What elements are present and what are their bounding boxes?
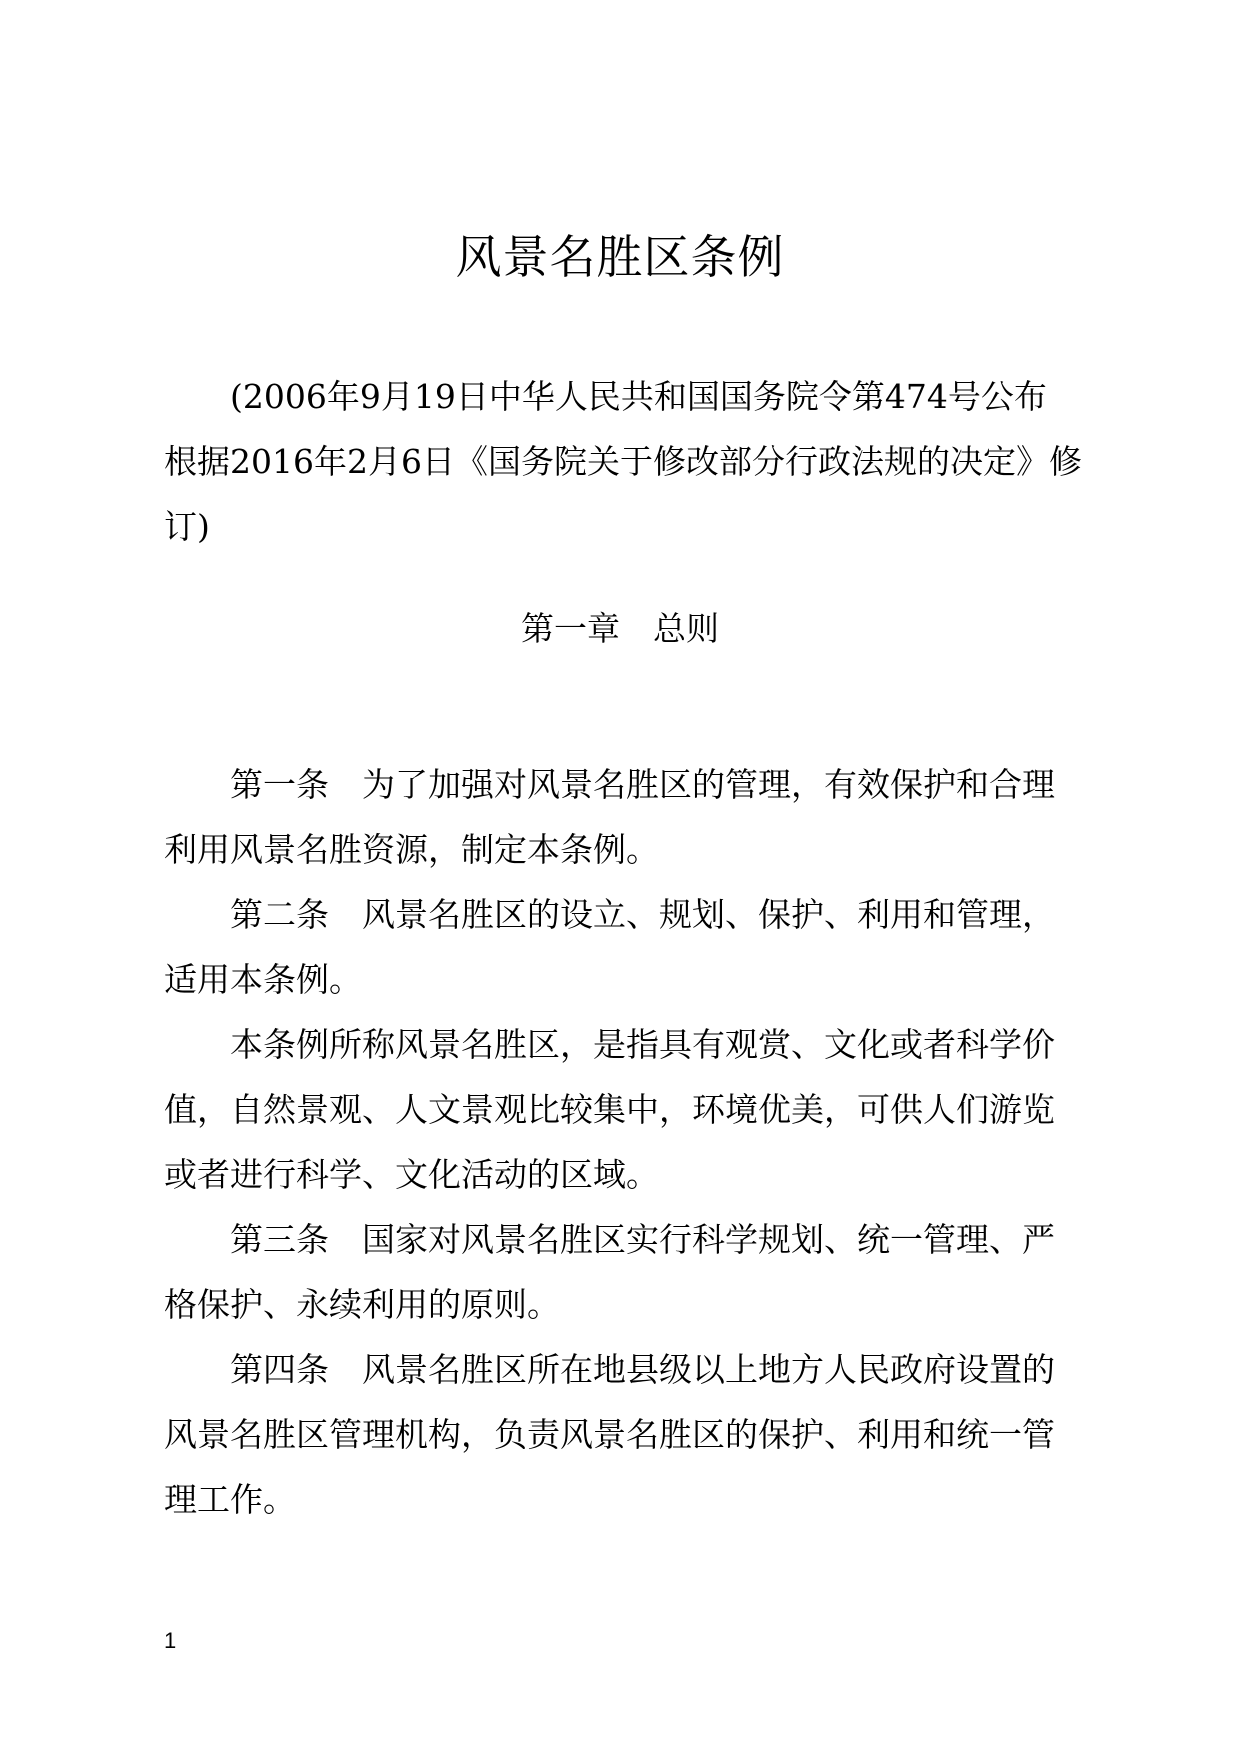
article-paragraph <box>164 752 1082 882</box>
document-title: 风景名胜区条例 <box>455 230 785 284</box>
article-number: 第四条 <box>230 1350 329 1389</box>
article-text: 风景名胜区所在地县级以上地方人民政府设置的风景名胜区管理机构，负责风景名胜区的保护、利用和统一管理工作。 <box>164 1350 1055 1519</box>
document-intro: (2006年9月19日中华人民共和国国务院令第474号公布 根据2016年2月6日《国务院关于修改部分行政法规的决定》修订) <box>164 377 1082 546</box>
page-number: 1 <box>164 1628 177 1653</box>
article-text: 本条例所称风景名胜区，是指具有观赏、文化或者科学价值，自然景观、人文景观比较集中，环境优美，可供人们游览或者进行科学、文化活动的区域。 <box>164 1025 1055 1194</box>
article-paragraph <box>164 882 1082 1012</box>
article-text: 为了加强对风景名胜区的管理，有效保护和合理利用风景名胜资源，制定本条例。 <box>164 765 1055 869</box>
article-number: 第一条 <box>230 765 329 804</box>
article-number: 第三条 <box>230 1220 329 1259</box>
article-paragraph <box>164 1207 1082 1337</box>
article-text: 国家对风景名胜区实行科学规划、统一管理、严格保护、永续利用的原则。 <box>164 1220 1055 1324</box>
articles-section <box>164 752 1082 1532</box>
article-paragraph <box>164 1012 1082 1207</box>
article-number: 第二条 <box>230 895 329 934</box>
article-paragraph <box>164 1337 1082 1532</box>
article-text: 风景名胜区的设立、规划、保护、利用和管理，适用本条例。 <box>164 895 1055 999</box>
chapter-heading: 第一章 总则 <box>521 609 719 648</box>
